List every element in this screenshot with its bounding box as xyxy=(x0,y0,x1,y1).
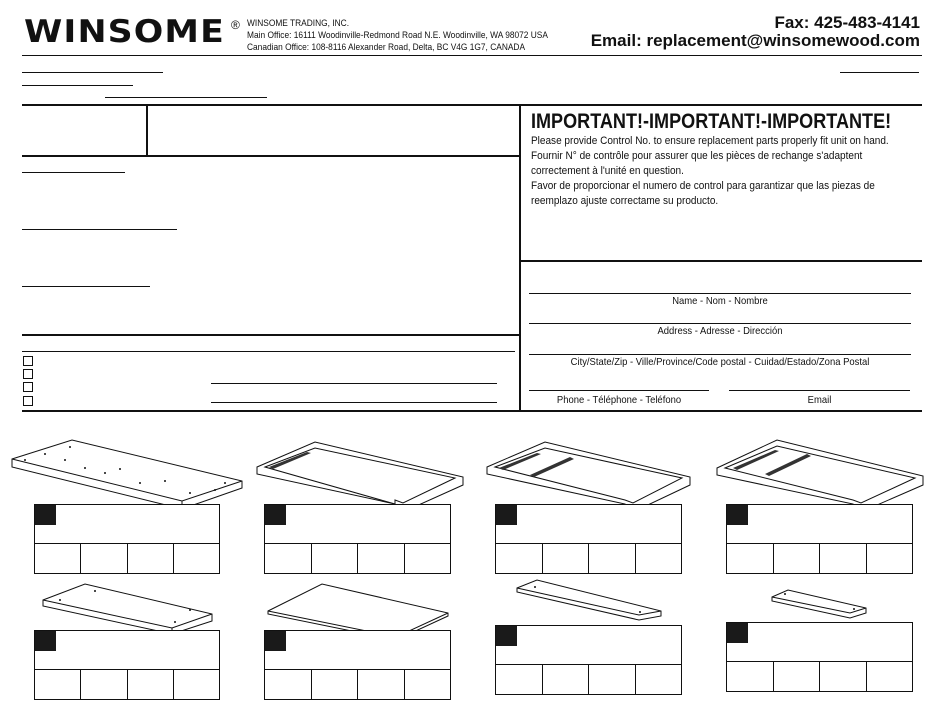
part-cell[interactable] xyxy=(496,665,543,694)
part-cell[interactable] xyxy=(727,544,774,573)
address-label: Address - Adresse - Dirección xyxy=(657,325,783,337)
part-shelf-board-illustration xyxy=(40,582,215,634)
header-divider xyxy=(22,55,922,56)
blank-line-date[interactable] xyxy=(840,72,919,73)
important-line-5: reemplazo ajuste correctame su producto. xyxy=(531,195,719,207)
winsome-logo: WINSOME xyxy=(24,14,225,50)
important-divider xyxy=(521,260,922,262)
left-field-line-2[interactable] xyxy=(22,229,177,230)
part-cell[interactable] xyxy=(312,544,359,573)
registered-mark: ® xyxy=(231,18,240,32)
form-bottom-border xyxy=(22,410,922,412)
company-address-block xyxy=(247,18,548,54)
part-cell[interactable] xyxy=(867,662,913,691)
checkbox-field-line-1[interactable] xyxy=(211,383,497,384)
email-field[interactable] xyxy=(729,390,910,391)
part-cell[interactable] xyxy=(774,662,821,691)
part-cell[interactable] xyxy=(358,544,405,573)
part-box-6[interactable] xyxy=(264,630,451,700)
part-number-badge xyxy=(727,623,748,643)
part-box-2[interactable] xyxy=(264,504,451,574)
left-field-line-1[interactable] xyxy=(22,172,125,173)
main-office: Main Office: 16111 Woodinville-Redmond Road N.E. Woodinville, WA 98072 USA xyxy=(247,30,548,41)
part-cell[interactable] xyxy=(35,544,81,573)
part-cell[interactable] xyxy=(174,544,219,573)
blank-line-3[interactable] xyxy=(105,97,267,98)
left-field-line-3[interactable] xyxy=(22,286,150,287)
important-line-3: correctement à l'unité en question. xyxy=(531,165,684,177)
part-frame-c-illustration xyxy=(715,438,925,514)
part-number-badge xyxy=(35,631,56,651)
form-divider-small xyxy=(146,104,148,156)
city-label: City/State/Zip - Ville/Province/Code postal - Cuidad/Estado/Zona Postal xyxy=(570,356,870,368)
part-cell[interactable] xyxy=(265,544,312,573)
part-cell[interactable] xyxy=(589,544,636,573)
part-cell[interactable] xyxy=(543,544,590,573)
part-cell[interactable] xyxy=(774,544,821,573)
part-cell[interactable] xyxy=(265,670,312,699)
part-cell[interactable] xyxy=(636,544,682,573)
name-label: Name - Nom - Nombre xyxy=(672,295,768,307)
checkbox-field-line-2[interactable] xyxy=(211,402,497,403)
part-short-slat-illustration xyxy=(770,588,868,618)
part-cell[interactable] xyxy=(820,544,867,573)
part-box-7[interactable] xyxy=(495,625,682,695)
canadian-office: Canadian Office: 108-8116 Alexander Road, Delta, BC V4G 1G7, CANADA xyxy=(247,42,526,53)
part-number-badge xyxy=(265,505,286,525)
part-number-badge xyxy=(496,626,517,646)
part-long-slat-illustration xyxy=(515,578,663,620)
form-top-border xyxy=(22,104,922,106)
part-cell[interactable] xyxy=(405,670,451,699)
part-cell[interactable] xyxy=(312,670,359,699)
part-cell[interactable] xyxy=(820,662,867,691)
part-number-badge xyxy=(727,505,748,525)
checkbox-4[interactable] xyxy=(23,396,33,406)
checkbox-2[interactable] xyxy=(23,369,33,379)
form-row-divider-3 xyxy=(22,351,515,352)
checkbox-1[interactable] xyxy=(23,356,33,366)
important-text xyxy=(531,134,889,209)
form-row-divider-2 xyxy=(22,334,519,336)
part-cell[interactable] xyxy=(174,670,219,699)
part-cell[interactable] xyxy=(128,544,174,573)
address-field[interactable] xyxy=(529,323,911,324)
important-line-2: Fournir N° de contrôle pour assurer que les pièces de rechange s'adaptent xyxy=(531,150,863,162)
city-field[interactable] xyxy=(529,354,911,355)
part-cell[interactable] xyxy=(543,665,590,694)
important-title: IMPORTANT!-IMPORTANT!-IMPORTANTE! xyxy=(531,110,892,133)
part-cell[interactable] xyxy=(636,665,682,694)
fax-number: Fax: 425-483-4141 xyxy=(774,13,920,32)
name-field[interactable] xyxy=(529,293,911,294)
email-address[interactable]: Email: replacement@winsomewood.com xyxy=(590,31,920,50)
part-cell[interactable] xyxy=(496,544,543,573)
email-label: Email xyxy=(807,394,832,406)
form-center-divider xyxy=(519,104,521,411)
phone-field[interactable] xyxy=(529,390,709,391)
phone-label: Phone - Téléphone - Teléfono xyxy=(556,394,682,406)
part-cell[interactable] xyxy=(81,544,127,573)
part-cell[interactable] xyxy=(867,544,913,573)
company-name: WINSOME TRADING, INC. xyxy=(247,18,350,29)
blank-line-2[interactable] xyxy=(22,85,133,86)
part-cell[interactable] xyxy=(727,662,774,691)
important-line-4: Favor de proporcionar el numero de control para garantizar que las piezas de xyxy=(531,180,875,192)
part-number-badge xyxy=(35,505,56,525)
part-box-4[interactable] xyxy=(726,504,913,574)
part-cell[interactable] xyxy=(358,670,405,699)
important-line-1: Please provide Control No. to ensure replacement parts properly fit unit on hand. xyxy=(531,135,889,147)
part-cell[interactable] xyxy=(128,670,174,699)
part-box-1[interactable] xyxy=(34,504,220,574)
part-box-5[interactable] xyxy=(34,630,220,700)
part-number-badge xyxy=(496,505,517,525)
part-number-badge xyxy=(265,631,286,651)
contact-info xyxy=(591,14,920,50)
part-cell[interactable] xyxy=(35,670,81,699)
blank-line-1[interactable] xyxy=(22,72,163,73)
part-cell[interactable] xyxy=(589,665,636,694)
part-cell[interactable] xyxy=(81,670,127,699)
form-row-divider-1 xyxy=(22,155,519,157)
checkbox-3[interactable] xyxy=(23,382,33,392)
part-box-8[interactable] xyxy=(726,622,913,692)
part-box-3[interactable] xyxy=(495,504,682,574)
part-cell[interactable] xyxy=(405,544,451,573)
